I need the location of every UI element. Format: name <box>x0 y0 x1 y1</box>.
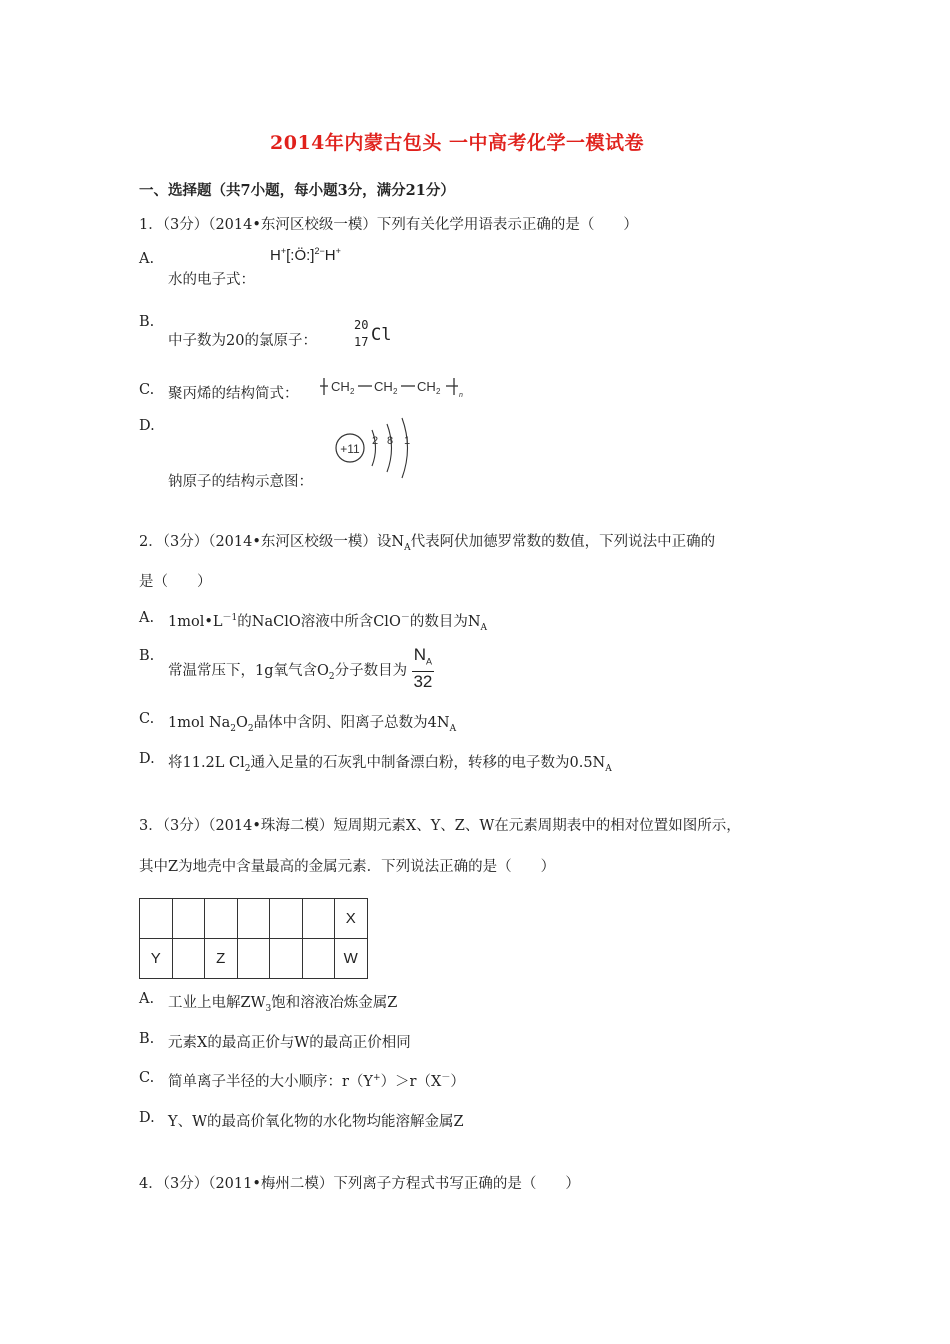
q2-option-c-label: C. <box>139 711 155 727</box>
q1-option-d-text: 钠原子的结构示意图： <box>168 474 313 490</box>
q2-option-a-text: $1mol•L^{-1}$的NaClO溶液中所含ClO－的数目为$N_A$ <box>168 613 488 633</box>
question-2-stem-line2: 是（ ） <box>139 574 212 590</box>
q3-option-a-text: 工业上电解$ZW_3$饱和溶液冶炼金属Z <box>168 995 398 1014</box>
question-3-stem-line2: 其中Z为地壳中含量最高的金属元素．下列说法正确的是（ ） <box>139 859 556 875</box>
question-1-stem: 1．（3分）（2014•东河区校级一模）下列有关化学用语表示正确的是（ ） <box>139 217 638 233</box>
q2-option-d-label: D. <box>139 751 155 767</box>
svg-text:2: 2 <box>350 387 355 396</box>
q1-option-a-text: 水的电子式： <box>168 272 255 288</box>
pt-cell <box>205 899 238 939</box>
q2-option-b-label: B. <box>139 648 155 664</box>
q2-option-a-label: A. <box>139 610 155 626</box>
pt-cell-z: Z <box>205 939 238 979</box>
svg-text:CH: CH <box>374 379 393 394</box>
pt-cell <box>237 939 270 979</box>
svg-text:n: n <box>459 392 463 399</box>
pt-cell-y: Y <box>140 939 173 979</box>
svg-text:CH: CH <box>417 379 436 394</box>
pt-cell <box>140 899 173 939</box>
q2-option-c-text: 1mol $Na_2O_2$晶体中含阴、阳离子总数为$4N_A$ <box>168 715 457 734</box>
section-heading: 一、选择题（共7小题，每小题3分，满分21分） <box>139 182 455 199</box>
chlorine-isotope-symbol <box>353 318 393 352</box>
pt-cell <box>172 939 205 979</box>
q1-option-d-label: D. <box>139 418 155 434</box>
q3-option-d-text: Y、W的最高价氧化物的水化物均能溶解金属Z <box>168 1114 464 1130</box>
water-electron-formula-image: H+[:Ö:]$^{2-}$H+ <box>270 246 341 264</box>
svg-text:2: 2 <box>393 387 398 396</box>
q2-option-d-text: 将11.2L $Cl_2$通入足量的石灰乳中制备漂白粉，转移的电子数为$0.5N_A$ <box>168 755 612 774</box>
q1-option-b-text: 中子数为20的氯原子： <box>168 333 317 349</box>
svg-text:2: 2 <box>436 387 441 396</box>
question-3-stem-line1: 3．（3分）（2014•珠海二模）短周期元素X、Y、Z、W在元素周期表中的相对位置如图所示， <box>139 818 741 834</box>
pt-cell <box>270 939 303 979</box>
na-over-32-fraction: $\frac{N_A}{32}$ <box>413 645 433 692</box>
q3-option-c-label: C. <box>139 1070 155 1086</box>
q3-option-c-text: 简单离子半径的大小顺序：r（Y+）＞r（X－） <box>168 1073 465 1090</box>
q1-option-a-label: A. <box>139 251 155 267</box>
nucleus-charge: +11 <box>340 442 360 456</box>
pt-cell <box>302 939 335 979</box>
shell-1-electrons: 2 <box>371 435 379 447</box>
q1-option-c-text: 聚丙烯的结构简式： <box>168 386 299 402</box>
svg-text:CH: CH <box>331 379 350 394</box>
question-4-stem: 4．（3分）（2011•梅州二模）下列离子方程式书写正确的是（ ） <box>139 1176 580 1192</box>
polymer-structure-svg <box>318 375 470 399</box>
pt-cell <box>172 899 205 939</box>
polypropylene-formula-image <box>318 375 470 403</box>
isotope-symbol: Cl <box>371 325 392 345</box>
q3-option-b-label: B. <box>139 1031 155 1047</box>
q1-option-c-label: C. <box>139 382 155 398</box>
pt-cell <box>237 899 270 939</box>
periodic-table-fragment <box>139 898 368 979</box>
pt-cell-x: X <box>335 899 368 939</box>
q3-option-d-label: D. <box>139 1110 155 1126</box>
pt-cell <box>270 899 303 939</box>
q3-option-b-text: 元素X的最高正价与W的最高正价相同 <box>168 1035 411 1051</box>
q1-option-b-label: B. <box>139 314 155 330</box>
q2-option-b-text: 常温常压下，1g氧气含$O_2$分子数目为 $\frac{N_A}{32}$ <box>168 645 433 692</box>
sodium-atom-structure-diagram <box>333 410 423 494</box>
pt-cell <box>302 899 335 939</box>
q3-option-a-label: A. <box>139 991 155 1007</box>
page-title: 2014年内蒙古包头 一中高考化学一模试卷 <box>270 132 644 154</box>
isotope-mass-number: 20 <box>354 318 369 332</box>
shell-3-electrons: 1 <box>403 435 411 447</box>
shell-2-electrons: 8 <box>386 435 394 447</box>
question-2-stem-line1: 2．（3分）（2014•东河区校级一模）设$N_A$代表阿伏加德罗常数的数值，下列说法中正确的 <box>139 534 716 553</box>
atom-structure-svg <box>333 410 423 490</box>
pt-cell-w: W <box>335 939 368 979</box>
isotope-atomic-number: 17 <box>354 335 369 349</box>
